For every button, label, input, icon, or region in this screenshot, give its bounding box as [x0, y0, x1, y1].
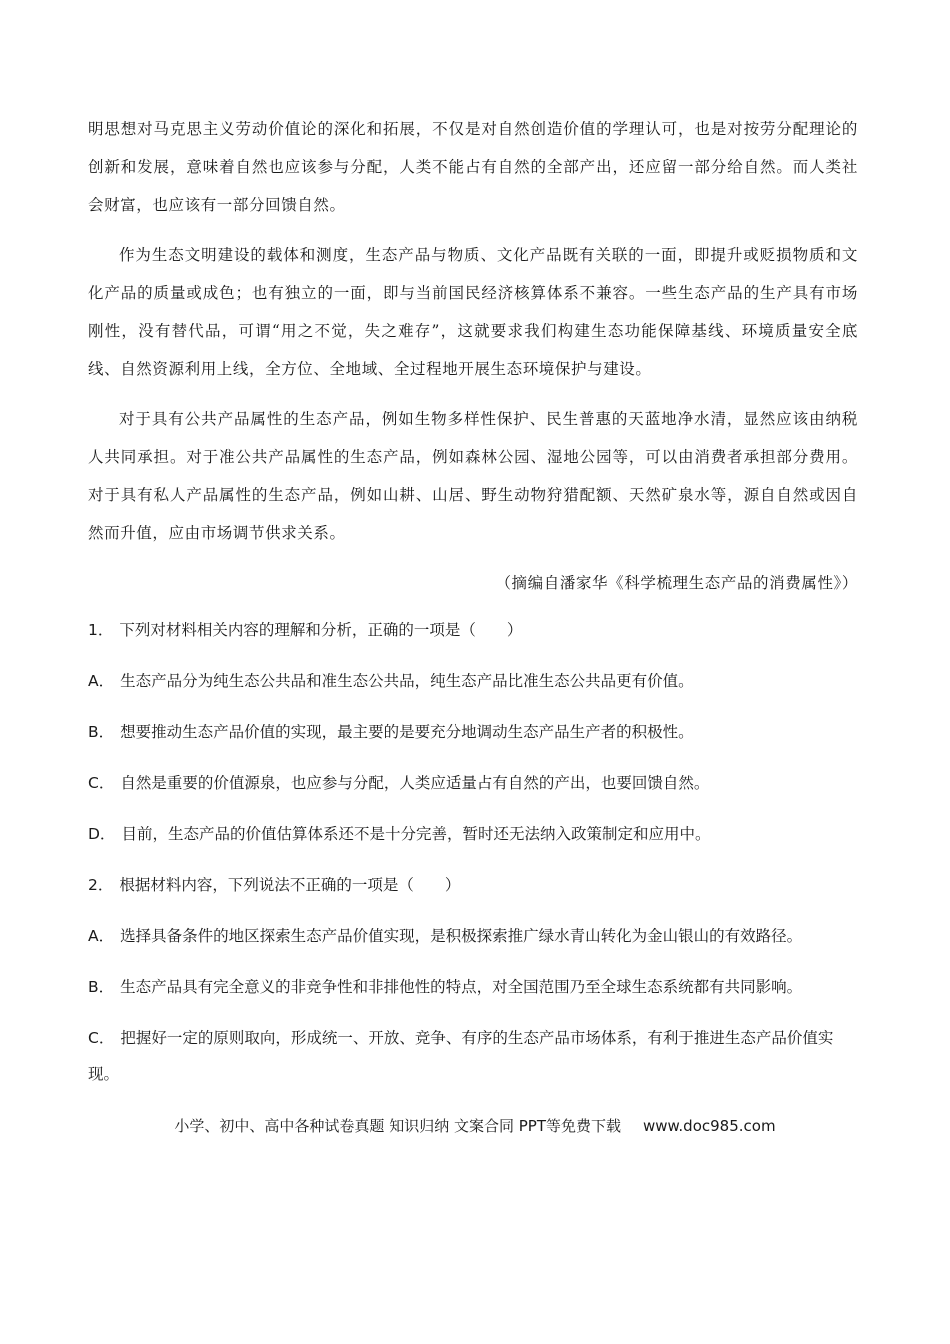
option-text: 自然是重要的价值源泉，也应参与分配，人类应适量占有自然的产出，也要回馈自然。 [120, 774, 710, 792]
question-1-stem [88, 612, 858, 648]
passage-paragraph: 作为生态文明建设的载体和测度，生态产品与物质、文化产品既有关联的一面，即提升或贬损物质和文化产品的质量或成色；也有独立的一面，即与当前国民经济核算体系不兼容。一些生态产品的生产具有市场刚性，没有替代品，可谓“用之不觉，失之难存”，这就要求我们构建生态功能保障基线、环境质量安全底线、自然资源利用上线，全方位、全地域、全过程地开展生态环境保护与建设。 [88, 246, 858, 378]
question-number: 2． [88, 876, 114, 894]
footer-site-link[interactable]: www.doc985.com [642, 1117, 776, 1135]
question-1-option-d [88, 816, 858, 852]
option-text: 把握好一定的原则取向，形成统一、开放、竞争、有序的生态产品市场体系，有利于推进生态产品价值实现。 [88, 1029, 834, 1083]
footer-text: 小学、初中、高中各种试卷真题 知识归纳 文案合同 PPT等免费下载 [174, 1117, 621, 1135]
question-2-option-a [88, 918, 858, 954]
question-2-option-b [88, 969, 858, 1005]
option-letter: A． [88, 672, 115, 690]
question-1-option-c [88, 765, 858, 801]
question-1-option-b [88, 714, 858, 750]
question-number: 1． [88, 621, 114, 639]
document-page [88, 110, 858, 1107]
option-letter: C． [88, 1029, 115, 1047]
option-text: 生态产品具有完全意义的非竞争性和非排他性的特点，对全国范围乃至全球生态系统都有共同影响。 [120, 978, 803, 996]
option-text: 生态产品分为纯生态公共品和准生态公共品，纯生态产品比准生态公共品更有价值。 [120, 672, 694, 690]
option-letter: C． [88, 774, 115, 792]
question-1-option-a [88, 663, 858, 699]
option-letter: A． [88, 927, 115, 945]
option-text: 选择具备条件的地区探索生态产品价值实现，是积极探索推广绿水青山转化为金山银山的有效路径。 [120, 927, 803, 945]
option-letter: B． [88, 723, 115, 741]
option-text: 想要推动生态产品价值的实现，最主要的是要充分地调动生态产品生产者的积极性。 [120, 723, 694, 741]
question-text: 下列对材料相关内容的理解和分析，正确的一项是（ ） [119, 621, 523, 639]
passage-paragraph: 对于具有公共产品属性的生态产品，例如生物多样性保护、民生普惠的天蓝地净水清，显然应该由纳税人共同承担。对于准公共产品属性的生态产品，例如森林公园、湿地公园等，可以由消费者承担部分费用。对于具有私人产品属性的生态产品，例如山耕、山居、野生动物狩猎配额、天然矿泉水等，源自自然或因自然而升值，应由市场调节供求关系。 [88, 410, 858, 542]
page-footer [0, 1112, 950, 1140]
question-2-option-c [88, 1020, 858, 1092]
option-text: 目前，生态产品的价值估算体系还不是十分完善，暂时还无法纳入政策制定和应用中。 [121, 825, 711, 843]
option-letter: D． [88, 825, 116, 843]
passage-source: （摘编自潘家华《科学梳理生态产品的消费属性》） [495, 574, 858, 592]
question-text: 根据材料内容，下列说法不正确的一项是（ ） [119, 876, 461, 894]
question-2-stem [88, 867, 858, 903]
passage-paragraph: 明思想对马克思主义劳动价值论的深化和拓展，不仅是对自然创造价值的学理认可，也是对按劳分配理论的创新和发展，意味着自然也应该参与分配，人类不能占有自然的全部产出，还应留一部分给自然。而人类社会财富，也应该有一部分回馈自然。 [88, 120, 858, 214]
option-letter: B． [88, 978, 115, 996]
